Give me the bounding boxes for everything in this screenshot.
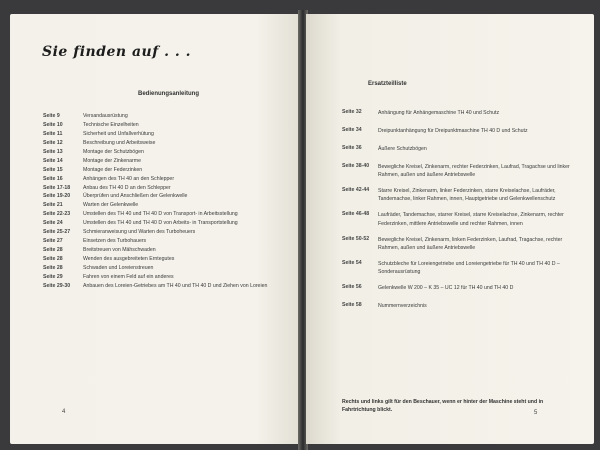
orientation-footnote: Rechts und links gilt für den Beschauer, wenn er hinter der Maschine steht und in Fahrtrichtung blickt. <box>342 399 544 414</box>
toc-entry <box>342 127 582 135</box>
toc-page-ref: Seite 11 <box>43 130 63 137</box>
toc-entry-text: Warten der Gelenkwelle <box>83 202 139 209</box>
toc-entry-text: Technische Einzelheiten <box>83 121 139 128</box>
toc-entry <box>43 167 293 176</box>
toc-page-ref: Seite 36 <box>342 145 362 152</box>
toc-page-ref: Seite 22-23 <box>43 211 71 218</box>
toc-entry-text: Versandausrüstung <box>83 113 128 119</box>
page-number-left: 4 <box>62 409 66 415</box>
toc-page-ref: Seite 27 <box>43 238 63 245</box>
toc-entry-text: Breitstreuen von Mähschwaden <box>83 247 156 254</box>
toc-entry <box>43 211 293 220</box>
toc-entry-text: Schwaden und Loreienstreuen <box>83 264 154 271</box>
toc-entry-text: Starre Kreisel, Zinkenarm, linker Federzinken, starre Kreiselachse, Laufräder, Tandemachse, linker Rahmen, innen, Hauptgetriebe und Gelenkwellenschutz <box>378 188 556 203</box>
toc-page-ref: Seite 29 <box>43 273 63 280</box>
toc-entry-text: Beschreibung und Arbeitsweise <box>83 139 156 146</box>
toc-entry-text: Nummernverzeichnis <box>378 302 427 309</box>
toc-page-ref: Seite 28 <box>43 264 63 271</box>
toc-entry-text: Umstellen des TH 40 und TH 40 D von Arbeits- in Transportstellung <box>83 220 238 227</box>
toc-entry <box>342 284 582 292</box>
toc-entry <box>43 131 293 140</box>
toc-page-ref: Seite 54 <box>342 259 362 266</box>
toc-page-ref: Seite 9 <box>43 113 60 119</box>
toc-entry <box>43 176 293 185</box>
toc-list-parts-list <box>342 109 582 310</box>
toc-page-ref: Seite 29-30 <box>43 282 71 289</box>
toc-entry-text: Wenden des ausgebreiteten Erntegutes <box>83 256 175 262</box>
toc-entry <box>43 149 293 158</box>
toc-entry-text: Äußere Schutzbögen <box>378 146 427 153</box>
toc-entry-text: Dreipunktanhängung für Dreipunktmaschine TH 40 D und Schutz <box>378 128 528 135</box>
toc-page-ref: Seite 56 <box>342 283 362 290</box>
toc-entry-text: Schmieranweisung und Warten des Turboheuers <box>83 229 196 236</box>
toc-entry-text: Anhängung für Anhängemaschine TH 40 und Schutz <box>378 110 500 116</box>
toc-entry <box>342 211 582 227</box>
toc-entry <box>43 256 293 265</box>
toc-page-ref: Seite 12 <box>43 139 63 146</box>
toc-list-operating-manual <box>43 113 293 292</box>
toc-entry-text: Anbau des TH 40 D an den Schlepper <box>83 184 171 191</box>
toc-entry <box>43 274 293 283</box>
toc-entry <box>43 122 293 131</box>
toc-page-ref: Seite 28 <box>43 247 63 254</box>
toc-entry <box>43 220 293 229</box>
toc-entry-text: Montage der Zinkenarme <box>83 157 141 164</box>
toc-page-ref: Seite 34 <box>342 127 362 134</box>
toc-page-ref: Seite 46-48 <box>342 211 370 218</box>
toc-entry <box>43 229 293 238</box>
toc-page-ref: Seite 42-44 <box>342 187 370 194</box>
toc-entry <box>43 193 293 202</box>
toc-entry <box>43 283 293 292</box>
toc-entry <box>43 265 293 274</box>
toc-entry-text: Montage der Schutzbögen <box>83 148 144 155</box>
toc-entry-text: Bewegliche Kreisel, Zinkenarm, rechter Federzinken, Laufrad, Tragachse und linker Rahmen, außen und äußere Antriebswelle <box>378 164 570 179</box>
toc-entry-text: Laufräder, Tandemachse, starrer Kreisel, starre Kreiselachse, Zinkenarm, rechter Federzinken, mittlere Antriebswelle und rechter Rahmen, innen <box>378 212 564 227</box>
toc-page-ref: Seite 58 <box>342 301 362 308</box>
toc-page-ref: Seite 17-18 <box>43 184 71 191</box>
toc-entry <box>342 302 582 310</box>
toc-entry-text: Anbauen des Loreien-Getriebes am TH 40 und TH 40 D und Ziehen von Loreien <box>83 282 268 289</box>
left-page <box>10 14 300 444</box>
toc-entry <box>43 113 293 122</box>
toc-entry <box>43 238 293 247</box>
toc-entry <box>342 236 582 252</box>
toc-entry-text: Anhängen des TH 40 an den Schlepper <box>83 175 175 182</box>
toc-page-ref: Seite 50-52 <box>342 235 370 242</box>
toc-page-ref: Seite 24 <box>43 220 63 227</box>
toc-page-ref: Seite 25-27 <box>43 229 71 236</box>
toc-entry-text: Schutzbleche für Loreiengetriebe und Loreiengetriebe für TH 40 und TH 40 D – Sonderausrüstung <box>378 260 560 275</box>
toc-entry-text: Einsetzen des Turbohauers <box>83 238 147 245</box>
section-heading-operating-manual: Bedienungsanleitung <box>138 91 200 97</box>
toc-page-ref: Seite 14 <box>43 157 63 164</box>
toc-page-ref: Seite 13 <box>43 148 63 155</box>
toc-entry-text: Fahren von einem Feld auf ein anderes <box>83 273 174 280</box>
page-number-right: 5 <box>534 410 538 416</box>
page-title: Sie finden auf . . . <box>42 44 191 60</box>
toc-page-ref: Seite 21 <box>43 202 63 209</box>
toc-page-ref: Seite 28 <box>43 256 63 262</box>
toc-page-ref: Seite 32 <box>342 109 362 115</box>
toc-entry-text: Montage der Federzinken <box>83 166 143 173</box>
toc-entry <box>43 158 293 167</box>
toc-entry <box>43 202 293 211</box>
toc-entry-text: Bewegliche Kreisel, Zinkenarm, linken Federzinken, Laufrad, Tragachse, rechter Rahmen, außen und äußere Antriebswelle <box>378 236 563 251</box>
toc-entry-text: Umstellen des TH 40 und TH 40 D von Transport- in Arbeitsstellung <box>83 211 238 218</box>
toc-entry <box>342 187 582 203</box>
toc-page-ref: Seite 19-20 <box>43 193 71 200</box>
toc-entry <box>43 140 293 149</box>
toc-entry <box>342 145 582 153</box>
toc-page-ref: Seite 16 <box>43 175 63 182</box>
toc-entry-text: Gelenkwelle W 200 – K 35 – UC 12 für TH 40 und TH 40 D <box>378 284 514 291</box>
toc-page-ref: Seite 38-40 <box>342 163 370 170</box>
toc-entry <box>43 247 293 256</box>
toc-entry <box>342 260 582 276</box>
toc-page-ref: Seite 10 <box>43 121 63 128</box>
toc-entry-text: Überprüfen und Anschließen der Gelenkwelle <box>83 193 188 200</box>
toc-page-ref: Seite 15 <box>43 166 63 173</box>
toc-entry <box>342 163 582 179</box>
toc-entry <box>342 109 582 117</box>
toc-entry-text: Sicherheit und Unfallverhütung <box>83 130 154 137</box>
right-page <box>306 14 594 444</box>
section-heading-parts-list: Ersatzteilliste <box>368 81 407 87</box>
